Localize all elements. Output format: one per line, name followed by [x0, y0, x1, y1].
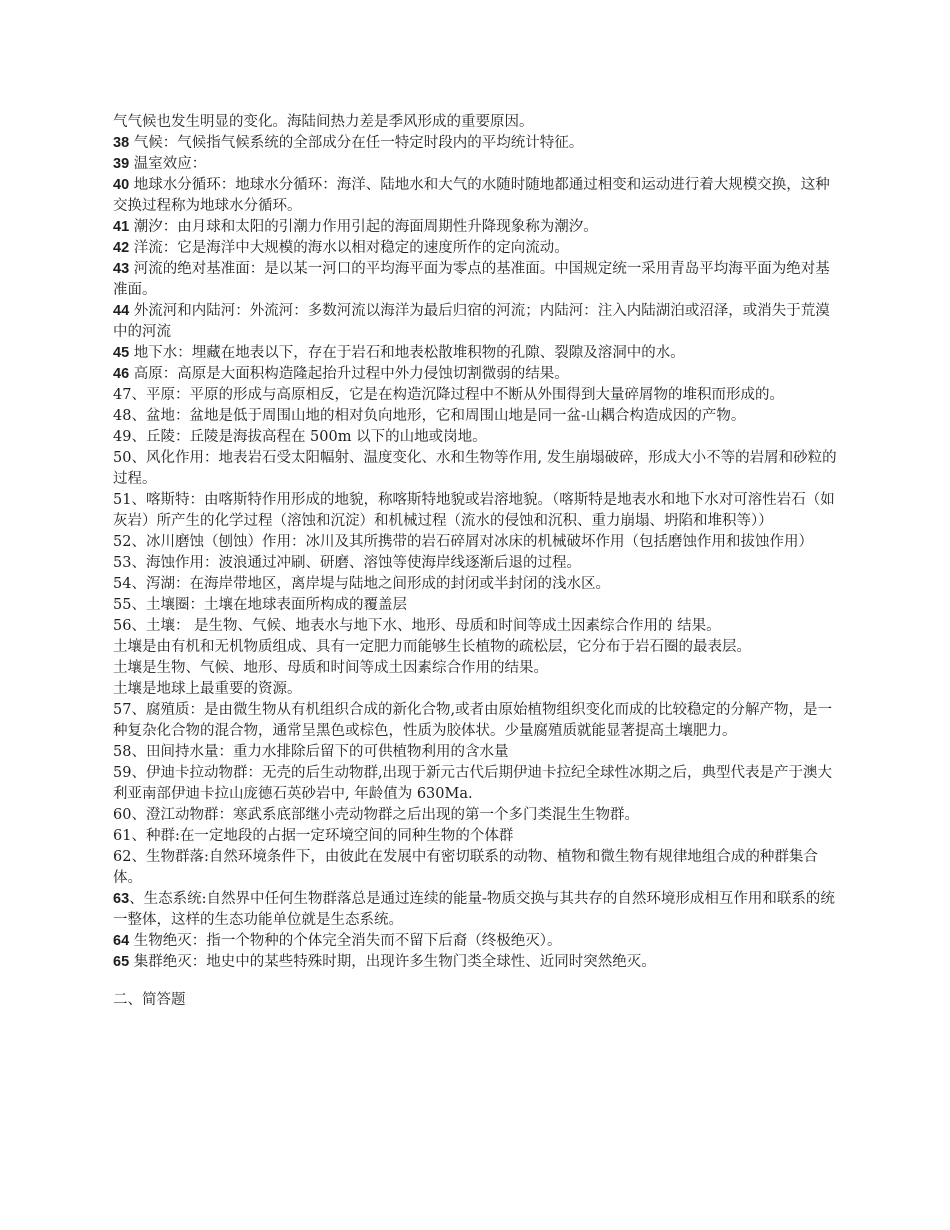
entry-64: 64 生物绝灭：指一个物种的个体完全消失而不留下后裔（终极绝灭）。	[113, 933, 562, 949]
entry-61: 61、种群:在一定地段的占据一定环境空间的同种生物的个体群	[113, 828, 514, 844]
entry-62: 62、生物群落:自然环境条件下，由彼此在发展中有密切联系的动物、植物和微生物有规律地组合成的种群集合体。	[113, 849, 818, 886]
entry-46: 46 高原：高原是大面积构造隆起抬升过程中外力侵蚀切割微弱的结果。	[113, 366, 569, 382]
entry-54: 54、泻湖：在海岸带地区，离岸堤与陆地之间形成的封闭或半封闭的浅水区。	[113, 576, 610, 592]
entry-56-note-1: 土壤是由有机和无机物质组成、具有一定肥力而能够生长植物的疏松层，它分布于岩石圈的最表层。	[113, 639, 751, 655]
entry-51: 51、喀斯特：由喀斯特作用形成的地貌，称喀斯特地貌或岩溶地貌。（喀斯特是地表水和地下水对可溶性岩石（如灰岩）所产生的化学过程（溶蚀和沉淀）和机械过程（流水的侵蚀和沉积、重力崩塌、坍陷和堆积等））	[113, 492, 835, 529]
entry-38: 38 气候：气候指气候系统的全部成分在任一特定时段内的平均统计特征。	[113, 135, 584, 151]
entry-48: 48、盆地：盆地是低于周围山地的相对负向地形，它和周围山地是同一盆-山耦合构造成因的产物。	[113, 408, 746, 424]
entry-40: 40 地球水分循环：地球水分循环：海洋、陆地水和大气的水随时随地都通过相变和运动进行着大规模交换，这种交换过程称为地球水分循环。	[113, 177, 830, 214]
entry-55: 55、土壤圈：土壤在地球表面所构成的覆盖层	[113, 597, 407, 613]
document-page	[113, 112, 843, 1011]
entry-line: 气气候也发生明显的变化。海陆间热力差是季风形成的重要原因。	[113, 114, 534, 130]
entry-63: 63、生态系统:自然界中任何生物群落总是通过连续的能量-物质交换与其共存的自然环境形成相互作用和联系的统一整体，这样的生态功能单位就是生态系统。	[113, 891, 835, 928]
section-heading: 二、简答题	[113, 992, 186, 1008]
entry-53: 53、海蚀作用：波浪通过冲刷、研磨、溶蚀等使海岸线逐渐后退的过程。	[113, 555, 581, 571]
entry-65: 65 集群绝灭：地史中的某些特殊时期，出现许多生物门类全球性、近同时突然绝灭。	[113, 954, 656, 970]
entry-60: 60、澄江动物群：寒武系底部继小壳动物群之后出现的第一个多门类混生生物群。	[113, 807, 639, 823]
entry-50: 50、风化作用：地表岩石受太阳幅射、温度变化、水和生物等作用, 发生崩塌破碎，形成大小不等的岩屑和砂粒的过程。	[113, 450, 837, 487]
entry-45: 45 地下水：埋藏在地表以下，存在于岩石和地表松散堆积物的孔隙、裂隙及溶洞中的水。	[113, 345, 685, 361]
entry-57: 57、腐殖质：是由微生物从有机组织合成的新化合物,或者由原始植物组织变化而成的比较稳定的分解产物，是一种复杂化合物的混合物，通常呈黑色或棕色，性质为胶体状。少量腐殖质就能显著提高土壤肥力。	[113, 702, 833, 739]
entry-56-note-2: 土壤是生物、气候、地形、母质和时间等成土因素综合作用的结果。	[113, 660, 548, 676]
entry-49: 49、丘陵：丘陵是海拔高程在 500m 以下的山地或岗地。	[113, 429, 487, 445]
entry-39: 39 温室效应：	[113, 156, 207, 172]
entry-44: 44 外流河和内陆河：外流河：多数河流以海洋为最后归宿的河流；内陆河：注入内陆湖泊或沼泽，或消失于荒漠中的河流	[113, 303, 830, 340]
entry-56-note-3: 土壤是地球上最重要的资源。	[113, 681, 302, 697]
entry-56: 56、土壤： 是生物、气候、地表水与地下水、地形、母质和时间等成土因素综合作用的 结果。	[113, 618, 721, 634]
entry-52: 52、冰川磨蚀（刨蚀）作用：冰川及其所携带的岩石碎屑对冰床的机械破坏作用（包括磨蚀作用和拔蚀作用）	[113, 534, 813, 550]
entry-41: 41 潮汐：由月球和太阳的引潮力作用引起的海面周期性升降现象称为潮汐。	[113, 219, 598, 235]
entry-42: 42 洋流：它是海洋中大规模的海水以相对稳定的速度所作的定向流动。	[113, 240, 569, 256]
entry-59: 59、伊迪卡拉动物群：无壳的后生动物群,出现于新元古代后期伊迪卡拉纪全球性冰期之后，典型代表是产于澳大利亚南部伊迪卡拉山庞德石英砂岩中, 年龄值为 630Ma.	[113, 765, 833, 802]
entry-43: 43 河流的绝对基准面：是以某一河口的平均海平面为零点的基准面。中国规定统一采用青岛平均海平面为绝对基准面。	[113, 261, 830, 298]
entry-47: 47、平原：平原的形成与高原相反，它是在构造沉降过程中不断从外围得到大量碎屑物的堆积而形成的。	[113, 387, 784, 403]
entry-58: 58、田间持水量：重力水排除后留下的可供植物利用的含水量	[113, 744, 509, 760]
